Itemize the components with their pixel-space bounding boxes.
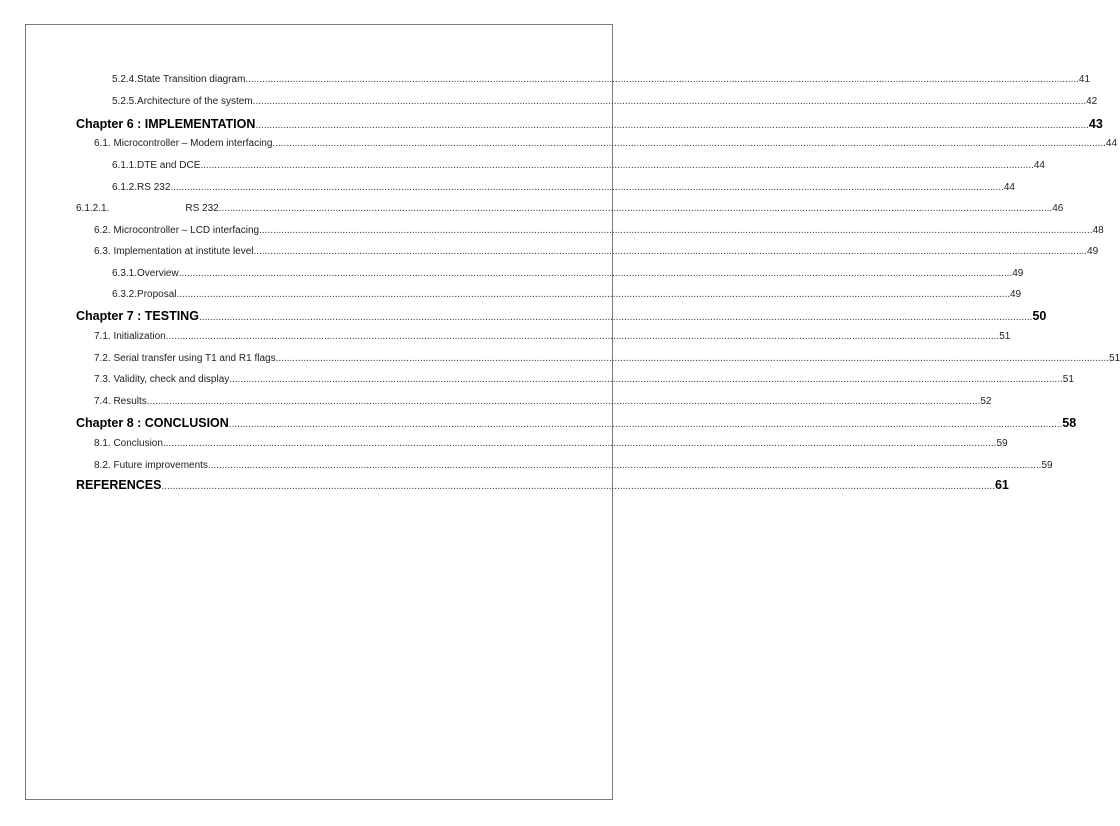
toc-entry-title: 7.4. Results: [94, 396, 147, 407]
dot-leader: ............................................................................................................................................................................................................................................................................................................: [200, 160, 1034, 171]
toc-entry[interactable]: [94, 396, 992, 412]
toc-entry-page: 49: [1010, 289, 1022, 300]
toc-entry-title: 6.2. Microcontroller – LCD interfacing: [94, 225, 260, 236]
toc-entry[interactable]: [94, 353, 1120, 369]
toc-entry-page: 58: [1062, 416, 1077, 430]
dot-leader: ............................................................................................................................................................................................................................................................................................................: [255, 120, 1089, 131]
toc-chapter-entry[interactable]: [76, 309, 1047, 325]
toc-entry-page: 59: [996, 438, 1008, 449]
toc-entry-page: 51: [1062, 374, 1074, 385]
dot-leader: ............................................................................................................................................................................................................................................................................................................: [146, 396, 981, 407]
toc-entry-page: 44: [1033, 160, 1045, 171]
toc-entry-title: 6.1.2.RS 232: [112, 182, 171, 193]
toc-entry[interactable]: [112, 160, 1045, 176]
toc-entry-page: 44: [1105, 138, 1118, 149]
dot-leader: ............................................................................................................................................................................................................................................................................................................: [253, 246, 1088, 257]
toc-entry-title: 8.1. Conclusion: [94, 438, 163, 449]
toc-entry-title: 6.3. Implementation at institute level: [94, 246, 254, 257]
toc-entry-page: 42: [1086, 96, 1098, 107]
dot-leader: ............................................................................................................................................................................................................................................................................................................: [198, 312, 1033, 323]
toc-entry-page: 49: [1012, 268, 1024, 279]
dot-leader: ............................................................................................................................................................................................................................................................................................................: [245, 74, 1079, 85]
dot-leader: ............................................................................................................................................................................................................................................................................................................: [229, 374, 1063, 385]
toc-entry-page: 43: [1088, 117, 1103, 131]
toc-chapter-entry[interactable]: [76, 416, 1077, 432]
toc-chapter-entry[interactable]: [76, 478, 1009, 494]
toc-entry-page: 41: [1078, 74, 1091, 85]
dot-leader: ............................................................................................................................................................................................................................................................................................................: [161, 481, 995, 492]
toc-entry[interactable]: [112, 268, 1024, 284]
dot-leader: ............................................................................................................................................................................................................................................................................................................: [178, 268, 1013, 279]
toc-entry[interactable]: [94, 331, 1011, 347]
toc-entry-page: 44: [1003, 182, 1015, 193]
toc-entry-page: 46: [1052, 203, 1064, 214]
toc-entry-page: 52: [980, 396, 992, 407]
toc-entry-title: 6.3.1.Overview: [112, 268, 179, 279]
toc-entry-title: 7.3. Validity, check and display: [94, 374, 230, 385]
toc-entry-page: 59: [1041, 460, 1053, 471]
dot-leader: ............................................................................................................................................................................................................................................................................................................: [228, 419, 1063, 430]
toc-entry-page: 49: [1087, 246, 1099, 257]
toc-entry-title: 5.2.4.State Transition diagram: [112, 74, 246, 85]
toc-entry[interactable]: [112, 74, 1091, 90]
toc-entry-title: 6.1.2.1.: [76, 203, 110, 214]
dot-leader: ............................................................................................................................................................................................................................................................................................................: [259, 225, 1093, 236]
toc-entry[interactable]: [76, 203, 1064, 219]
toc-entry[interactable]: [94, 246, 1099, 262]
dot-leader: ............................................................................................................................................................................................................................................................................................................: [272, 138, 1106, 149]
toc-entry[interactable]: [94, 460, 1053, 476]
toc-entry-title: 7.1. Initialization: [94, 331, 166, 342]
toc-entry-title: Chapter 8 : CONCLUSION: [76, 416, 229, 430]
toc-entry-title: 6.1. Microcontroller – Modem interfacing: [94, 138, 273, 149]
toc-entry-title: 6.1.1.DTE and DCE: [112, 160, 201, 171]
toc-entry-title: REFERENCES: [76, 478, 162, 492]
toc-entry-page: 48: [1092, 225, 1104, 236]
toc-entry[interactable]: [94, 138, 1118, 154]
toc-entry[interactable]: [112, 182, 1015, 198]
toc-entry[interactable]: [112, 289, 1022, 305]
dot-leader: ............................................................................................................................................................................................................................................................................................................: [176, 289, 1010, 300]
toc-entry-title: 7.2. Serial transfer using T1 and R1 flags: [94, 353, 276, 364]
toc-entry[interactable]: [94, 438, 1008, 454]
toc-entry-title: Chapter 7 : TESTING: [76, 309, 199, 323]
dot-leader: ............................................................................................................................................................................................................................................................................................................: [275, 353, 1110, 364]
toc-entry-page: 51: [1109, 353, 1120, 364]
toc-entry[interactable]: [94, 374, 1074, 390]
toc-entry-subtitle: RS 232: [185, 203, 219, 214]
toc-entry[interactable]: [112, 96, 1098, 112]
toc-entry-title: 5.2.5.Architecture of the system: [112, 96, 253, 107]
dot-leader: ............................................................................................................................................................................................................................................................................................................: [170, 182, 1004, 193]
toc-entry-title: 6.3.2.Proposal: [112, 289, 177, 300]
toc-entry-page: 50: [1032, 309, 1047, 323]
toc-entry-title: Chapter 6 : IMPLEMENTATION: [76, 117, 256, 131]
toc-entry[interactable]: [94, 225, 1104, 241]
dot-leader: ............................................................................................................................................................................................................................................................................................................: [165, 331, 1000, 342]
toc-entry-page: 51: [999, 331, 1011, 342]
dot-leader: ............................................................................................................................................................................................................................................................................................................: [207, 460, 1042, 471]
toc-chapter-entry[interactable]: [76, 117, 1103, 133]
toc-entry-page: 61: [994, 478, 1009, 492]
dot-leader: ............................................................................................................................................................................................................................................................................................................: [162, 438, 997, 449]
toc-entry-title: 8.2. Future improvements: [94, 460, 208, 471]
dot-leader: ............................................................................................................................................................................................................................................................................................................: [218, 203, 1053, 214]
dot-leader: ............................................................................................................................................................................................................................................................................................................: [252, 96, 1087, 107]
